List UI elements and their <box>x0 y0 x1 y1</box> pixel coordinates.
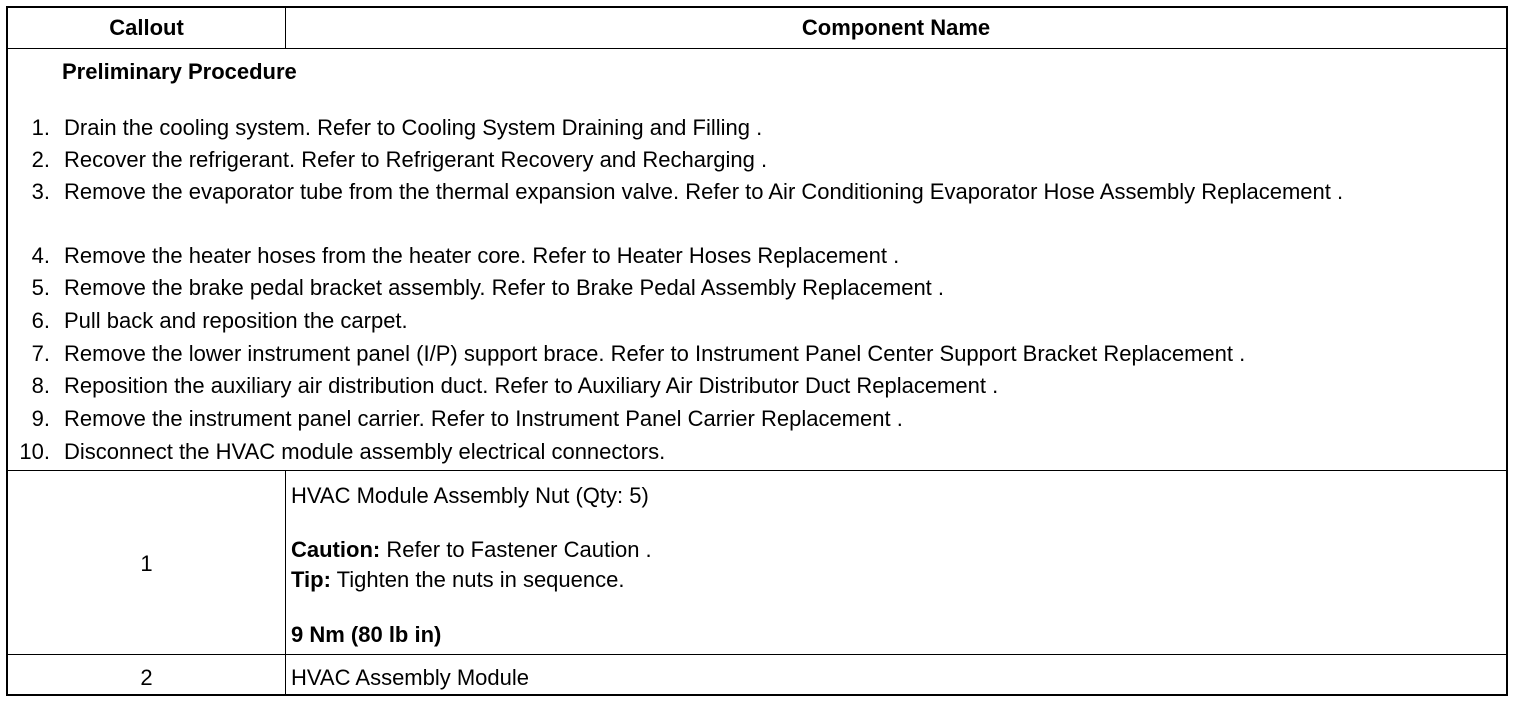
header-column-divider <box>285 8 286 48</box>
step-number: 4. <box>31 243 50 268</box>
step-number: 9. <box>31 406 50 431</box>
step-text: Remove the instrument panel carrier. Refer to Instrument Panel Carrier Replacement . <box>64 406 903 431</box>
step-number: 5. <box>31 275 50 300</box>
step-text: Remove the brake pedal bracket assembly. Refer to Brake Pedal Assembly Replacement . <box>64 275 945 300</box>
step-text: Drain the cooling system. Refer to Cooling System Draining and Filling . <box>64 115 763 140</box>
step-number: 8. <box>31 373 50 398</box>
preliminary-procedure-title: Preliminary Procedure <box>62 59 297 84</box>
step-text: Pull back and reposition the carpet. <box>64 308 408 333</box>
torque-spec: 9 Nm (80 lb in) <box>291 622 442 647</box>
step-text: Recover the refrigerant. Refer to Refrigerant Recovery and Recharging . <box>64 147 768 172</box>
step-number: 6. <box>31 308 50 333</box>
step-text: Remove the heater hoses from the heater core. Refer to Heater Hoses Replacement . <box>64 243 900 268</box>
header-divider <box>8 48 1506 49</box>
component-table <box>6 6 1508 696</box>
header-callout: Callout <box>109 15 184 40</box>
step-text: Reposition the auxiliary air distribution duct. Refer to Auxiliary Air Distributor Duct Replacement . <box>64 373 999 398</box>
row-divider <box>8 654 1506 655</box>
step-number: 10. <box>19 439 50 464</box>
caution-text: Refer to Fastener Caution . <box>380 537 652 562</box>
step-number: 1. <box>31 115 50 140</box>
row-column-divider <box>285 470 286 696</box>
step-number: 7. <box>31 341 50 366</box>
tip-label: Tip: <box>291 567 331 592</box>
step-number: 3. <box>31 179 50 204</box>
caution-line <box>291 536 652 564</box>
tip-text: Tighten the nuts in sequence. <box>330 567 625 592</box>
header-component-name: Component Name <box>801 15 991 40</box>
preliminary-divider <box>8 470 1506 471</box>
callout-number-2: 2 <box>140 665 153 690</box>
step-text: Remove the evaporator tube from the thermal expansion valve. Refer to Air Conditioning Evaporator Hose Assembly Replacement . <box>64 179 1344 204</box>
callout-number-1: 1 <box>140 551 153 576</box>
component-name-1: HVAC Module Assembly Nut (Qty: 5) <box>291 483 649 508</box>
tip-line <box>291 566 624 594</box>
component-name-2: HVAC Assembly Module <box>291 665 530 690</box>
step-number: 2. <box>31 147 50 172</box>
step-text: Remove the lower instrument panel (I/P) support brace. Refer to Instrument Panel Center Support Bracket Replacement . <box>64 341 1246 366</box>
step-text: Disconnect the HVAC module assembly electrical connectors. <box>64 439 666 464</box>
caution-label: Caution: <box>291 537 381 562</box>
